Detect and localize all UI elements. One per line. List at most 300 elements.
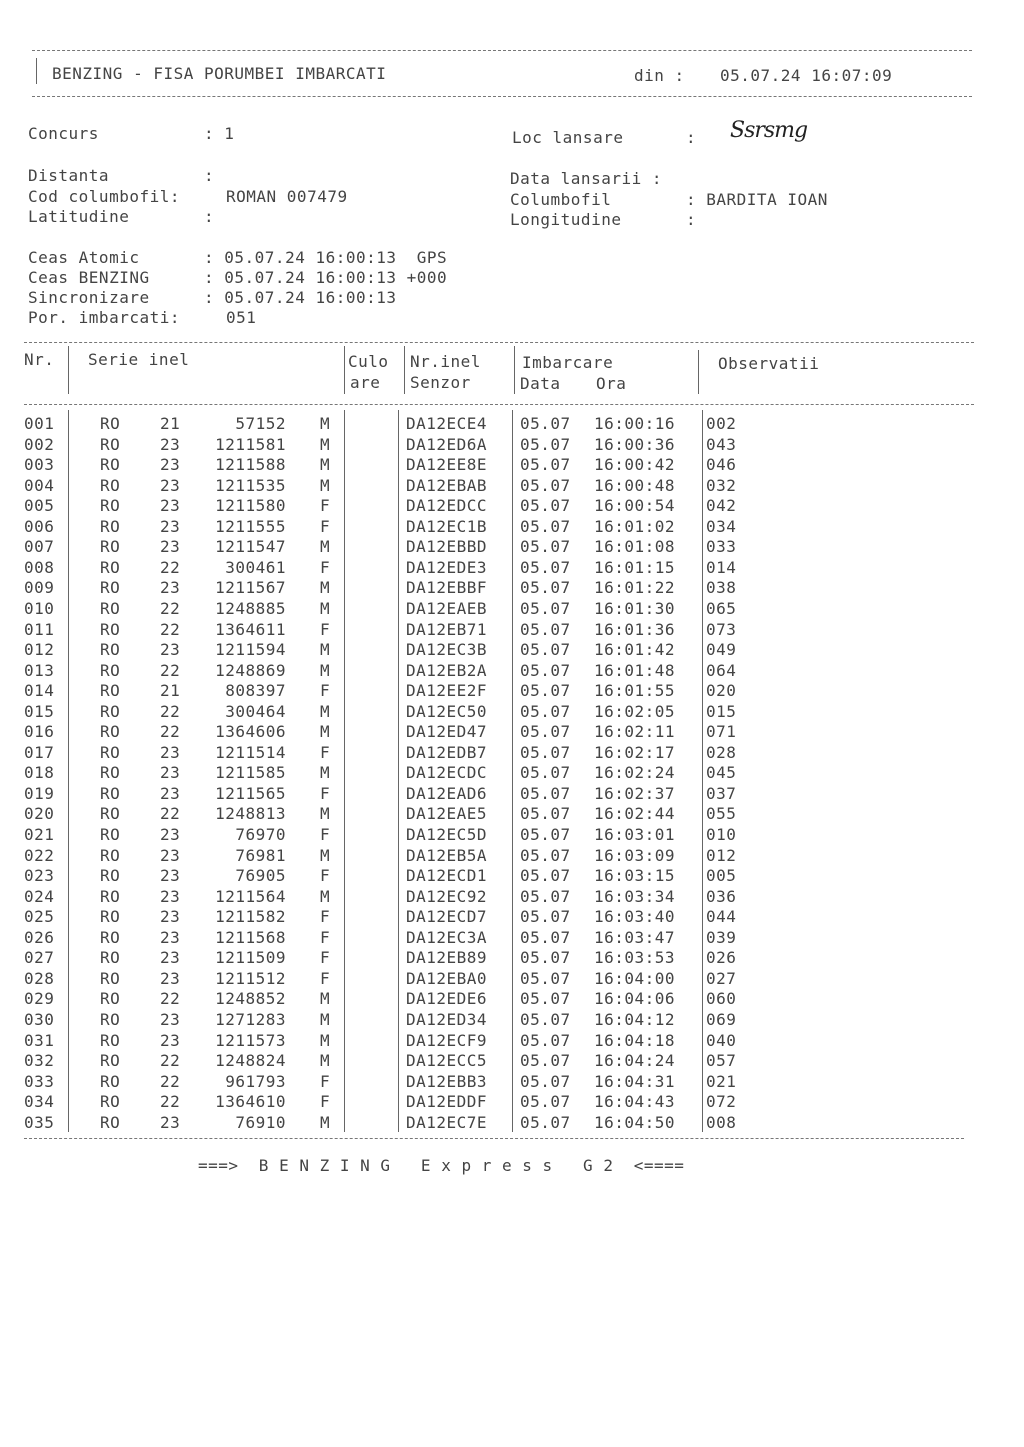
row-serie-numar: 1211580: [215, 496, 286, 516]
row-ora: 16:04:43: [594, 1092, 676, 1112]
row-data: 05.07: [520, 578, 571, 598]
row-tara: RO: [100, 845, 121, 865]
row-ora: 16:02:17: [594, 742, 676, 762]
row-serie-numar: 1211582: [215, 907, 286, 927]
row-ora: 16:00:54: [594, 496, 676, 516]
row-nr: 011: [24, 619, 55, 639]
row-ora: 16:00:16: [594, 414, 676, 433]
header-bottom-rule: [32, 96, 972, 97]
row-ora: 16:01:36: [594, 619, 676, 639]
row-senzor: DA12EB2A: [406, 660, 488, 680]
row-tara: RO: [100, 927, 121, 947]
row-an: 22: [160, 1092, 181, 1112]
row-ora: 16:04:00: [594, 968, 676, 988]
row-sex: F: [320, 866, 331, 886]
row-an: 22: [160, 557, 181, 577]
row-ora: 16:00:42: [594, 455, 676, 475]
row-serie-numar: 76910: [235, 1112, 286, 1132]
row-data: 05.07: [520, 886, 571, 906]
row-observatii: 037: [706, 783, 737, 803]
row-tara: RO: [100, 701, 121, 721]
row-data: 05.07: [520, 989, 571, 1009]
row-tara: RO: [100, 434, 121, 454]
row-sex: M: [320, 1030, 331, 1050]
row-data: 05.07: [520, 557, 571, 577]
row-serie-numar: 961793: [225, 1071, 286, 1091]
distanta-colon: :: [204, 166, 215, 185]
row-an: 23: [160, 783, 181, 803]
row-sex: M: [320, 845, 331, 865]
row-observatii: 038: [706, 578, 737, 598]
row-data: 05.07: [520, 619, 571, 639]
row-ora: 16:04:24: [594, 1051, 676, 1071]
row-senzor: DA12EE2F: [406, 681, 488, 701]
row-tara: RO: [100, 516, 121, 536]
row-data: 05.07: [520, 866, 571, 886]
row-an: 23: [160, 434, 181, 454]
col-header-data: Data: [520, 374, 561, 393]
row-data: 05.07: [520, 742, 571, 762]
row-serie-numar: 1211581: [215, 434, 286, 454]
row-nr: 034: [24, 1092, 55, 1112]
row-ora: 16:02:24: [594, 763, 676, 783]
row-observatii: 012: [706, 845, 737, 865]
row-observatii: 015: [706, 701, 737, 721]
row-observatii: 065: [706, 598, 737, 618]
row-ora: 16:02:44: [594, 804, 676, 824]
longitudine-colon: :: [686, 210, 697, 229]
row-ora: 16:04:31: [594, 1071, 676, 1091]
row-senzor: DA12EAD6: [406, 783, 488, 803]
row-data: 05.07: [520, 598, 571, 618]
row-an: 23: [160, 866, 181, 886]
row-serie-numar: 1211573: [215, 1030, 286, 1050]
row-senzor: DA12EC50: [406, 701, 488, 721]
row-tara: RO: [100, 681, 121, 701]
row-ora: 16:02:05: [594, 701, 676, 721]
row-senzor: DA12ECE4: [406, 414, 488, 433]
row-an: 23: [160, 968, 181, 988]
col-divider-culoare: [404, 346, 405, 394]
header-left-bar: [36, 58, 37, 84]
row-serie-numar: 1248813: [215, 804, 286, 824]
row-senzor: DA12EBBD: [406, 537, 488, 557]
row-serie-numar: 1211588: [215, 455, 286, 475]
row-an: 21: [160, 414, 181, 433]
row-serie-numar: 300464: [225, 701, 286, 721]
row-ora: 16:01:42: [594, 640, 676, 660]
col-header-imbarcare: Imbarcare: [522, 353, 614, 372]
row-tara: RO: [100, 475, 121, 495]
report-title: BENZING - FISA PORUMBEI IMBARCATI: [52, 64, 387, 83]
row-ora: 16:01:08: [594, 537, 676, 557]
row-an: 23: [160, 578, 181, 598]
row-data: 05.07: [520, 722, 571, 742]
row-serie-numar: 1271283: [215, 1009, 286, 1029]
row-nr: 033: [24, 1071, 55, 1091]
row-ora: 16:02:37: [594, 783, 676, 803]
row-sex: M: [320, 1112, 331, 1132]
row-sex: M: [320, 475, 331, 495]
row-senzor: DA12ECC5: [406, 1051, 488, 1071]
row-sex: F: [320, 496, 331, 516]
row-nr: 017: [24, 742, 55, 762]
row-tara: RO: [100, 496, 121, 516]
row-sex: M: [320, 722, 331, 742]
row-senzor: DA12EAEB: [406, 598, 488, 618]
row-nr: 002: [24, 434, 55, 454]
row-tara: RO: [100, 640, 121, 660]
row-data: 05.07: [520, 701, 571, 721]
row-ora: 16:00:36: [594, 434, 676, 454]
row-serie-numar: 1211567: [215, 578, 286, 598]
body-divider-culoare: [398, 410, 399, 1132]
col-divider-nr: [68, 346, 69, 394]
row-data: 05.07: [520, 660, 571, 680]
row-data: 05.07: [520, 414, 571, 433]
row-observatii: 033: [706, 537, 737, 557]
row-an: 21: [160, 681, 181, 701]
row-nr: 013: [24, 660, 55, 680]
row-nr: 015: [24, 701, 55, 721]
row-an: 23: [160, 496, 181, 516]
row-sex: M: [320, 701, 331, 721]
row-observatii: 072: [706, 1092, 737, 1112]
row-an: 22: [160, 660, 181, 680]
row-tara: RO: [100, 660, 121, 680]
row-an: 23: [160, 948, 181, 968]
row-observatii: 040: [706, 1030, 737, 1050]
row-data: 05.07: [520, 455, 571, 475]
row-data: 05.07: [520, 845, 571, 865]
header-top-rule: [32, 50, 972, 51]
row-tara: RO: [100, 886, 121, 906]
row-senzor: DA12ED47: [406, 722, 488, 742]
row-sex: F: [320, 681, 331, 701]
row-tara: RO: [100, 598, 121, 618]
row-ora: 16:03:40: [594, 907, 676, 927]
col-header-observatii: Observatii: [718, 354, 820, 373]
row-senzor: DA12ECD1: [406, 866, 488, 886]
row-an: 23: [160, 455, 181, 475]
row-tara: RO: [100, 1071, 121, 1091]
row-an: 23: [160, 742, 181, 762]
row-observatii: 034: [706, 516, 737, 536]
row-observatii: 055: [706, 804, 737, 824]
row-senzor: DA12EB89: [406, 948, 488, 968]
row-nr: 018: [24, 763, 55, 783]
row-serie-numar: 1364606: [215, 722, 286, 742]
row-serie-numar: 57152: [235, 414, 286, 433]
row-an: 22: [160, 1071, 181, 1091]
row-observatii: 028: [706, 742, 737, 762]
row-nr: 016: [24, 722, 55, 742]
row-nr: 023: [24, 866, 55, 886]
row-observatii: 060: [706, 989, 737, 1009]
cod-columbofil-label: Cod columbofil:: [28, 187, 180, 206]
loc-lansare-label: Loc lansare: [512, 128, 624, 147]
row-serie-numar: 1211564: [215, 886, 286, 906]
col-header-senzor-1: Nr.inel: [410, 352, 481, 371]
row-nr: 005: [24, 496, 55, 516]
row-serie-numar: 76970: [235, 825, 286, 844]
row-observatii: 039: [706, 927, 737, 947]
columbofil-label: Columbofil: [510, 190, 612, 209]
porumbei-imbarcati-label: Por. imbarcati:: [28, 308, 180, 327]
row-data: 05.07: [520, 968, 571, 988]
row-an: 23: [160, 763, 181, 783]
row-senzor: DA12EDE3: [406, 557, 488, 577]
row-senzor: DA12ECD7: [406, 907, 488, 927]
row-sex: M: [320, 414, 331, 433]
row-tara: RO: [100, 722, 121, 742]
row-nr: 019: [24, 783, 55, 803]
row-tara: RO: [100, 1030, 121, 1050]
row-senzor: DA12EBAB: [406, 475, 488, 495]
row-data: 05.07: [520, 1009, 571, 1029]
row-data: 05.07: [520, 907, 571, 927]
col-header-serie: Serie inel: [88, 350, 190, 369]
row-serie-numar: 1211509: [215, 948, 286, 968]
row-ora: 16:03:15: [594, 866, 676, 886]
row-an: 23: [160, 475, 181, 495]
row-nr: 026: [24, 927, 55, 947]
concurs-value: : 1: [204, 124, 235, 143]
concurs-label: Concurs: [28, 124, 99, 143]
row-senzor: DA12EDDF: [406, 1092, 488, 1112]
row-data: 05.07: [520, 1092, 571, 1112]
row-sex: F: [320, 619, 331, 639]
row-senzor: DA12EBA0: [406, 968, 488, 988]
row-tara: RO: [100, 1112, 121, 1132]
row-an: 22: [160, 701, 181, 721]
row-ora: 16:01:30: [594, 598, 676, 618]
row-tara: RO: [100, 783, 121, 803]
row-serie-numar: 1211594: [215, 640, 286, 660]
row-tara: RO: [100, 763, 121, 783]
row-tara: RO: [100, 455, 121, 475]
row-serie-numar: 1211585: [215, 763, 286, 783]
col-header-nr: Nr.: [24, 350, 55, 369]
row-nr: 027: [24, 948, 55, 968]
row-nr: 003: [24, 455, 55, 475]
row-ora: 16:04:06: [594, 989, 676, 1009]
row-senzor: DA12EB5A: [406, 845, 488, 865]
row-sex: M: [320, 434, 331, 454]
body-divider-ora: [702, 410, 703, 1132]
row-an: 22: [160, 989, 181, 1009]
row-sex: F: [320, 1071, 331, 1091]
row-data: 05.07: [520, 825, 571, 844]
row-sex: F: [320, 968, 331, 988]
row-tara: RO: [100, 742, 121, 762]
row-serie-numar: 1211514: [215, 742, 286, 762]
row-ora: 16:04:12: [594, 1009, 676, 1029]
row-ora: 16:03:01: [594, 825, 676, 844]
row-observatii: 042: [706, 496, 737, 516]
row-nr: 028: [24, 968, 55, 988]
row-an: 23: [160, 845, 181, 865]
row-senzor: DA12ED6A: [406, 434, 488, 454]
row-nr: 010: [24, 598, 55, 618]
row-sex: F: [320, 1092, 331, 1112]
row-sex: M: [320, 804, 331, 824]
row-serie-numar: 808397: [225, 681, 286, 701]
footer-brand: ===> B E N Z I N G E x p r e s s G 2 <====: [198, 1156, 685, 1175]
row-senzor: DA12EE8E: [406, 455, 488, 475]
row-senzor: DA12EC3B: [406, 640, 488, 660]
row-observatii: 008: [706, 1112, 737, 1132]
row-senzor: DA12EC1B: [406, 516, 488, 536]
row-serie-numar: 1364611: [215, 619, 286, 639]
row-ora: 16:00:48: [594, 475, 676, 495]
row-tara: RO: [100, 578, 121, 598]
table-header-rule: [24, 404, 974, 405]
row-data: 05.07: [520, 783, 571, 803]
row-sex: M: [320, 640, 331, 660]
row-ora: 16:04:50: [594, 1112, 676, 1132]
row-data: 05.07: [520, 1071, 571, 1091]
row-an: 22: [160, 722, 181, 742]
row-observatii: 036: [706, 886, 737, 906]
row-observatii: 071: [706, 722, 737, 742]
row-an: 22: [160, 619, 181, 639]
row-sex: M: [320, 1009, 331, 1029]
row-an: 23: [160, 516, 181, 536]
row-data: 05.07: [520, 1030, 571, 1050]
row-nr: 014: [24, 681, 55, 701]
row-an: 23: [160, 537, 181, 557]
sincronizare-label: Sincronizare: [28, 288, 150, 307]
row-observatii: 073: [706, 619, 737, 639]
distanta-label: Distanta: [28, 166, 110, 185]
row-sex: M: [320, 537, 331, 557]
row-sex: M: [320, 989, 331, 1009]
row-serie-numar: 1248852: [215, 989, 286, 1009]
row-data: 05.07: [520, 804, 571, 824]
row-nr: 025: [24, 907, 55, 927]
row-nr: 001: [24, 414, 55, 433]
row-sex: M: [320, 763, 331, 783]
row-serie-numar: 300461: [225, 557, 286, 577]
row-data: 05.07: [520, 927, 571, 947]
row-data: 05.07: [520, 496, 571, 516]
row-ora: 16:03:47: [594, 927, 676, 947]
row-an: 23: [160, 1112, 181, 1132]
row-tara: RO: [100, 804, 121, 824]
row-sex: F: [320, 825, 331, 844]
row-observatii: 002: [706, 414, 737, 433]
row-tara: RO: [100, 557, 121, 577]
porumbei-imbarcati-value: 051: [226, 308, 257, 327]
row-ora: 16:03:53: [594, 948, 676, 968]
row-an: 23: [160, 825, 181, 844]
row-nr: 035: [24, 1112, 55, 1132]
data-lansarii-label: Data lansarii :: [510, 169, 662, 188]
row-tara: RO: [100, 414, 121, 433]
row-sex: F: [320, 948, 331, 968]
row-observatii: 045: [706, 763, 737, 783]
row-an: 23: [160, 907, 181, 927]
row-serie-numar: 1248869: [215, 660, 286, 680]
row-data: 05.07: [520, 681, 571, 701]
row-sex: M: [320, 455, 331, 475]
row-senzor: DA12EDB7: [406, 742, 488, 762]
row-tara: RO: [100, 619, 121, 639]
row-serie-numar: 1211555: [215, 516, 286, 536]
row-senzor: DA12EAE5: [406, 804, 488, 824]
ceas-benzing-label: Ceas BENZING: [28, 268, 150, 287]
row-nr: 020: [24, 804, 55, 824]
row-sex: F: [320, 742, 331, 762]
row-data: 05.07: [520, 1112, 571, 1132]
col-header-culoare-2: are: [350, 373, 381, 392]
row-data: 05.07: [520, 948, 571, 968]
row-nr: 022: [24, 845, 55, 865]
body-divider-nr: [68, 410, 69, 1132]
row-ora: 16:02:11: [594, 722, 676, 742]
row-serie-numar: 76981: [235, 845, 286, 865]
row-data: 05.07: [520, 434, 571, 454]
row-serie-numar: 1248885: [215, 598, 286, 618]
row-observatii: 027: [706, 968, 737, 988]
row-serie-numar: 1211535: [215, 475, 286, 495]
row-sex: M: [320, 660, 331, 680]
row-an: 23: [160, 1009, 181, 1029]
longitudine-label: Longitudine: [510, 210, 622, 229]
row-tara: RO: [100, 989, 121, 1009]
row-senzor: DA12ED34: [406, 1009, 488, 1029]
row-ora: 16:01:22: [594, 578, 676, 598]
row-an: 23: [160, 886, 181, 906]
row-ora: 16:01:15: [594, 557, 676, 577]
loc-lansare-handwritten: Ssrsmg: [730, 118, 808, 143]
row-observatii: 005: [706, 866, 737, 886]
row-sex: F: [320, 927, 331, 947]
row-observatii: 021: [706, 1071, 737, 1091]
row-nr: 006: [24, 516, 55, 536]
row-nr: 007: [24, 537, 55, 557]
row-tara: RO: [100, 968, 121, 988]
row-observatii: 049: [706, 640, 737, 660]
row-tara: RO: [100, 1051, 121, 1071]
row-tara: RO: [100, 825, 121, 844]
row-serie-numar: 76905: [235, 866, 286, 886]
row-ora: 16:04:18: [594, 1030, 676, 1050]
row-nr: 024: [24, 886, 55, 906]
sincronizare-value: : 05.07.24 16:00:13: [204, 288, 397, 307]
row-sex: F: [320, 907, 331, 927]
row-serie-numar: 1211547: [215, 537, 286, 557]
row-an: 23: [160, 640, 181, 660]
row-ora: 16:01:02: [594, 516, 676, 536]
row-nr: 030: [24, 1009, 55, 1029]
row-sex: F: [320, 557, 331, 577]
row-data: 05.07: [520, 537, 571, 557]
row-data: 05.07: [520, 475, 571, 495]
row-sex: M: [320, 1051, 331, 1071]
col-header-culoare-1: Culo: [348, 352, 389, 371]
row-senzor: DA12EB71: [406, 619, 488, 639]
row-tara: RO: [100, 1092, 121, 1112]
row-data: 05.07: [520, 516, 571, 536]
table-top-rule: [24, 342, 974, 343]
row-nr: 012: [24, 640, 55, 660]
latitudine-label: Latitudine: [28, 207, 130, 226]
row-an: 22: [160, 598, 181, 618]
row-sex: M: [320, 578, 331, 598]
row-an: 22: [160, 804, 181, 824]
